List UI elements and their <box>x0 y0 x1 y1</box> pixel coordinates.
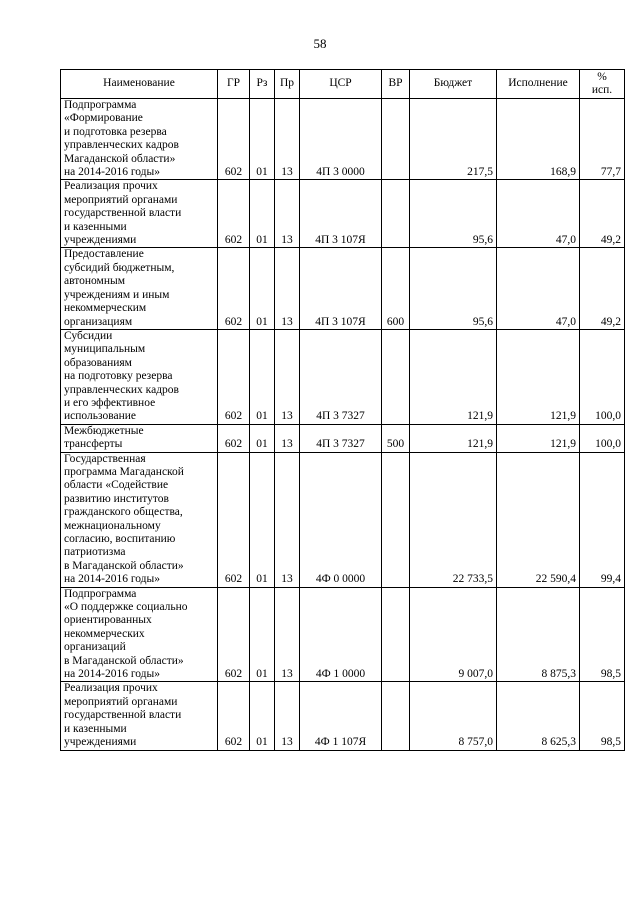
cell-gr: 602 <box>218 424 250 452</box>
cell-pr: 13 <box>275 587 300 682</box>
cell-csr: 4П 3 107Я <box>300 248 382 329</box>
cell-execution: 22 590,4 <box>497 452 580 587</box>
header-pct-symbol: % <box>597 70 607 83</box>
cell-vr: 600 <box>382 248 410 329</box>
cell-csr: 4П 3 107Я <box>300 180 382 248</box>
cell-budget: 8 757,0 <box>410 682 497 750</box>
cell-pr: 13 <box>275 452 300 587</box>
cell-rz: 01 <box>250 587 275 682</box>
cell-name: Межбюджетные трансферты <box>61 424 218 452</box>
cell-vr <box>382 99 410 180</box>
cell-csr: 4П 3 0000 <box>300 99 382 180</box>
cell-budget: 95,6 <box>410 248 497 329</box>
cell-pct: 99,4 <box>580 452 625 587</box>
cell-budget: 217,5 <box>410 99 497 180</box>
cell-execution: 168,9 <box>497 99 580 180</box>
cell-pct: 77,7 <box>580 99 625 180</box>
page-number: 58 <box>313 36 327 51</box>
cell-csr: 4Ф 0 0000 <box>300 452 382 587</box>
cell-gr: 602 <box>218 587 250 682</box>
cell-vr <box>382 329 410 424</box>
cell-rz: 01 <box>250 248 275 329</box>
cell-vr <box>382 452 410 587</box>
cell-vr <box>382 587 410 682</box>
cell-csr: 4П 3 7327 <box>300 424 382 452</box>
cell-csr: 4Ф 1 107Я <box>300 682 382 750</box>
table-body <box>61 99 625 751</box>
cell-gr: 602 <box>218 682 250 750</box>
cell-gr: 602 <box>218 248 250 329</box>
table-row <box>61 424 625 452</box>
cell-gr: 602 <box>218 452 250 587</box>
cell-budget: 9 007,0 <box>410 587 497 682</box>
table-row <box>61 682 625 750</box>
table-row <box>61 180 625 248</box>
cell-pr: 13 <box>275 329 300 424</box>
header-pct <box>580 70 625 99</box>
cell-rz: 01 <box>250 329 275 424</box>
cell-pct: 100,0 <box>580 329 625 424</box>
cell-budget: 95,6 <box>410 180 497 248</box>
cell-name: Реализация прочих мероприятий органами государственной власти и казенными учреждениями <box>61 682 218 750</box>
cell-execution: 8 625,3 <box>497 682 580 750</box>
cell-pct: 100,0 <box>580 424 625 452</box>
header-budget: Бюджет <box>410 70 497 99</box>
cell-execution: 121,9 <box>497 424 580 452</box>
cell-budget: 121,9 <box>410 329 497 424</box>
cell-name: Государственная программа Магаданской области «Содействие развитию институтов гражданского общества, межнациональному согласию, воспитанию патриотизма в Магаданской области» на 2014-2016 годы» <box>61 452 218 587</box>
header-csr: ЦСР <box>300 70 382 99</box>
header-vr: ВР <box>382 70 410 99</box>
cell-pr: 13 <box>275 682 300 750</box>
table-row <box>61 587 625 682</box>
cell-pct: 98,5 <box>580 587 625 682</box>
cell-rz: 01 <box>250 682 275 750</box>
cell-pct: 49,2 <box>580 248 625 329</box>
cell-vr <box>382 180 410 248</box>
cell-name: Подпрограмма «Формирование и подготовка резерва управленческих кадров Магаданской области» на 2014-2016 годы» <box>61 99 218 180</box>
cell-pct: 98,5 <box>580 682 625 750</box>
cell-gr: 602 <box>218 329 250 424</box>
header-pr: Пр <box>275 70 300 99</box>
cell-name: Подпрограмма «О поддержке социально ориентированных некоммерческих организаций в Магаданской области» на 2014-2016 годы» <box>61 587 218 682</box>
cell-csr: 4Ф 1 0000 <box>300 587 382 682</box>
cell-vr: 500 <box>382 424 410 452</box>
table-header-row <box>61 70 625 99</box>
table-row <box>61 99 625 180</box>
cell-pct: 49,2 <box>580 180 625 248</box>
cell-rz: 01 <box>250 424 275 452</box>
cell-pr: 13 <box>275 99 300 180</box>
header-execution: Исполнение <box>497 70 580 99</box>
cell-budget: 22 733,5 <box>410 452 497 587</box>
cell-gr: 602 <box>218 180 250 248</box>
cell-execution: 121,9 <box>497 329 580 424</box>
header-pct-label: исп. <box>591 84 613 96</box>
cell-execution: 8 875,3 <box>497 587 580 682</box>
header-name: Наименование <box>61 70 218 99</box>
budget-table <box>60 69 625 751</box>
cell-name: Реализация прочих мероприятий органами государственной власти и казенными учреждениями <box>61 180 218 248</box>
cell-name: Субсидии муниципальным образованиям на подготовку резерва управленческих кадров и его эффективное использование <box>61 329 218 424</box>
cell-rz: 01 <box>250 99 275 180</box>
table-row <box>61 248 625 329</box>
table-row <box>61 329 625 424</box>
cell-pr: 13 <box>275 248 300 329</box>
header-rz: Рз <box>250 70 275 99</box>
table-row <box>61 452 625 587</box>
cell-vr <box>382 682 410 750</box>
cell-pr: 13 <box>275 424 300 452</box>
cell-rz: 01 <box>250 180 275 248</box>
cell-budget: 121,9 <box>410 424 497 452</box>
cell-name: Предоставление субсидий бюджетным, автономным учреждениям и иным некоммерческим организациям <box>61 248 218 329</box>
header-gr: ГР <box>218 70 250 99</box>
cell-pr: 13 <box>275 180 300 248</box>
cell-rz: 01 <box>250 452 275 587</box>
cell-execution: 47,0 <box>497 248 580 329</box>
cell-csr: 4П 3 7327 <box>300 329 382 424</box>
cell-execution: 47,0 <box>497 180 580 248</box>
cell-gr: 602 <box>218 99 250 180</box>
